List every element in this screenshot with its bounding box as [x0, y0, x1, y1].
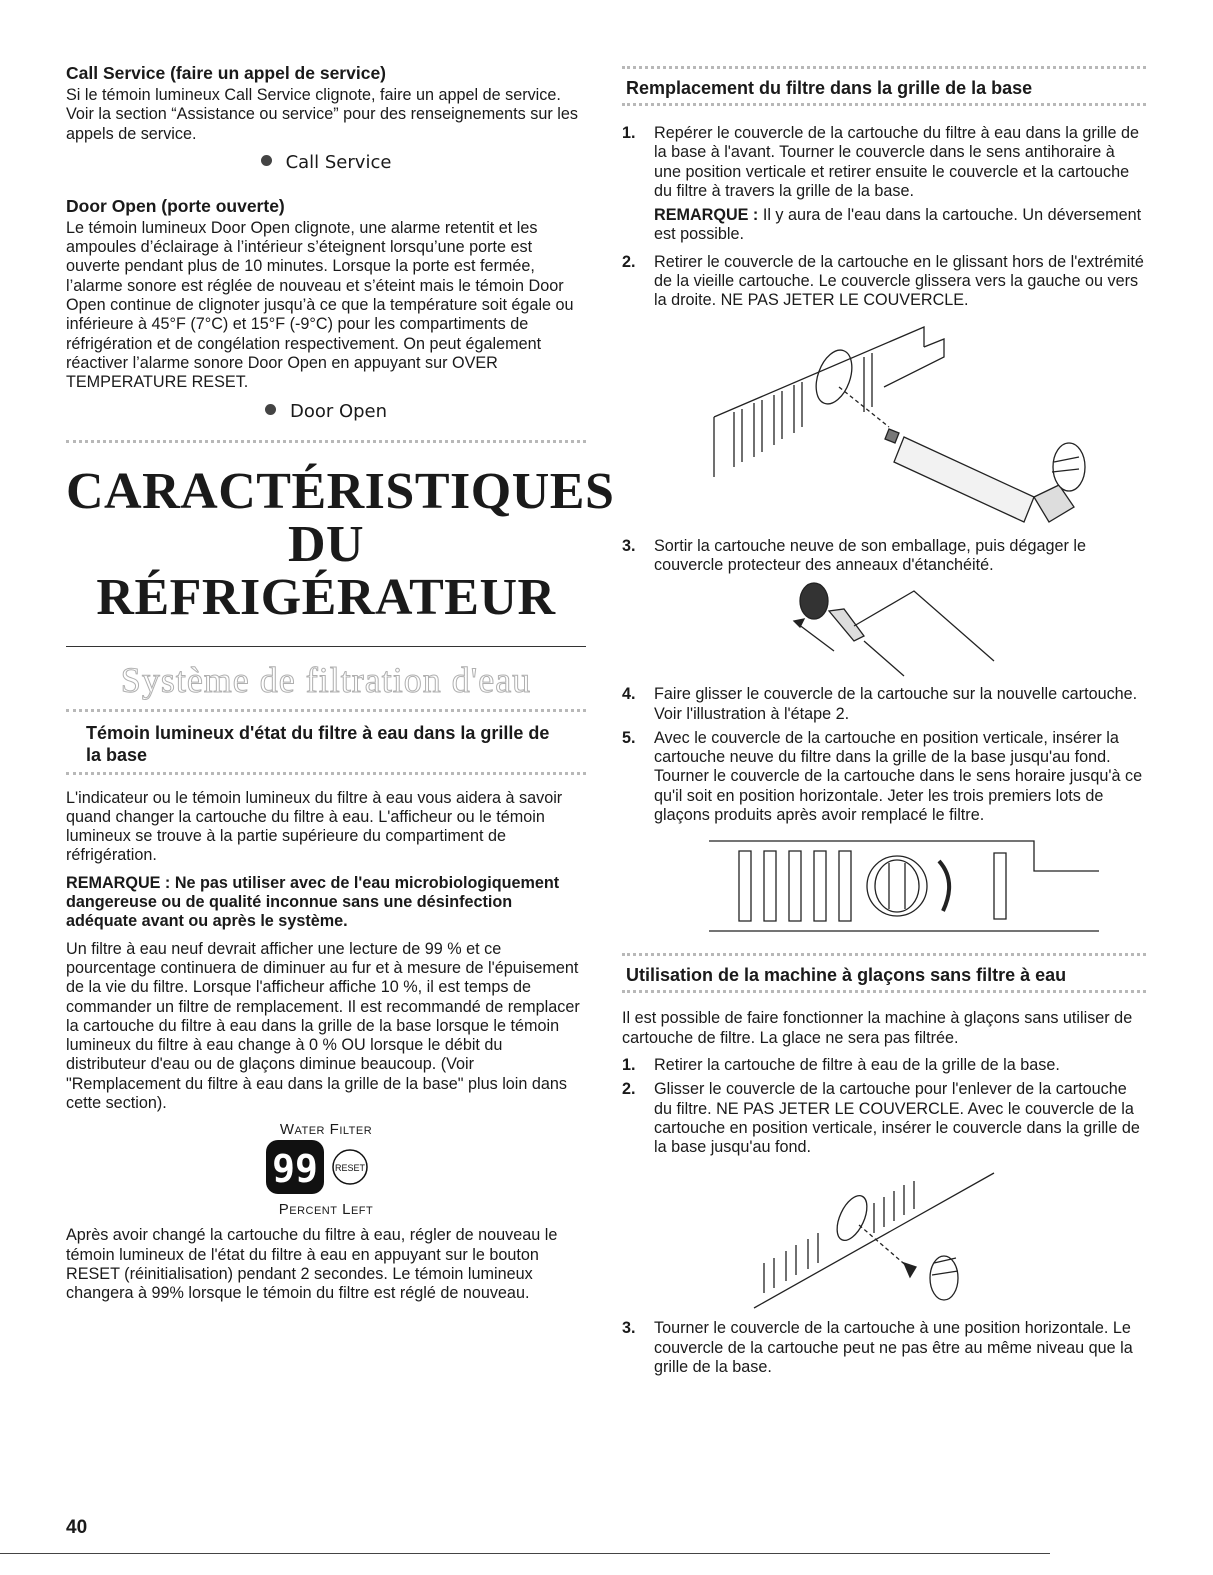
- door-open-indicator: [66, 401, 586, 422]
- display-label-top: Water Filter: [279, 1121, 373, 1139]
- list-item: 3. Sortir la cartouche neuve de son emballage, puis dégager le couvercle protecteur des anneaux d'étanchéité.: [622, 536, 1086, 574]
- status-heading-box: [66, 716, 586, 772]
- replace-note: REMARQUE : Il y aura de l'eau dans la cartouche. Un déversement est possible.: [654, 206, 1142, 244]
- chapter-title: [66, 462, 615, 626]
- divider: [622, 953, 1146, 960]
- chapter-title-line-1: CARACTÉRISTIQUES: [66, 462, 615, 520]
- icemaker-heading: Utilisation de la machine à glaçons sans filtre à eau: [626, 965, 1067, 986]
- divider: [622, 103, 1146, 110]
- door-open-body: Le témoin lumineux Door Open clignote, une alarme retentit et les ampoules d’éclairage à l’intérieur s’éteignent lorsqu’une porte est ouverte pendant plus de 10 minutes. Lorsque la porte est fermée, l’alarme sonore est réglée de nouveau et s’éteint mais le témoin Door Open continue de clignoter jusqu’à ce que la température soit égale ou inférieure à 45°F (7°C) et 15°F (-9°C) pour les compartiments de réfrigération et de congélation respectivement. On peut également réactiver l’alarme sonore Door Open en appuyant sur OVER TEMPERATURE RESET.: [66, 218, 574, 392]
- list-item: 2. Glisser le couvercle de la cartouche pour l'enlever de la cartouche du filtre. NE PAS JETER LE COUVERCLE. Avec le couvercle de la cartouche en position verticale, insérer le couvercle dans la grille de la base jusqu'au fond.: [622, 1080, 1140, 1157]
- footer-rule: [0, 1553, 1050, 1554]
- replace-steps-3: [622, 537, 1146, 576]
- divider: [622, 990, 1146, 997]
- divider: [66, 772, 586, 779]
- display-digits: 99: [272, 1147, 318, 1192]
- list-item: 2. Retirer le couvercle de la cartouche en le glissant hors de l'extrémité de la vieille cartouche. Le couvercle glissera vers la gauche ou vers la droite. NE PAS JETER LE COUVERCLE.: [622, 252, 1144, 310]
- replace-heading: Remplacement du filtre dans la grille de la base: [626, 78, 1033, 98]
- door-open-heading: Door Open (porte ouverte): [66, 195, 285, 216]
- status-paragraph-1: L'indicateur ou le témoin lumineux du filtre à eau vous aidera à savoir quand changer la cartouche du filtre à eau. L'afficheur ou le témoin lumineux se trouve à la partie supérieure du compartiment de réfrigération.: [66, 788, 563, 865]
- filter-display-icon: [246, 1138, 406, 1196]
- divider: [66, 709, 586, 716]
- cartridge-removal-illustration: [674, 317, 1094, 537]
- status-heading: Témoin lumineux d'état du filtre à eau dans la grille de la base: [86, 722, 550, 765]
- page-number: 40: [66, 1517, 88, 1538]
- list-item: 1. Retirer la cartouche de filtre à eau de la grille de la base.: [622, 1055, 1060, 1074]
- divider: [622, 66, 1146, 73]
- cap-insert-illustration: [734, 1163, 1034, 1313]
- replace-steps: [622, 124, 1146, 201]
- icemaker-intro: Il est possible de faire fonctionner la machine à glaçons sans utiliser de cartouche de filtre. La glace ne sera pas filtrée.: [622, 1009, 1133, 1047]
- status-paragraph-3: Après avoir changé la cartouche du filtre à eau, régler de nouveau le témoin lumineux de l'état du filtre à eau en appuyant sur le bouton RESET (réinitialisation) pendant 2 secondes. Le témoin lumineux changera à 99% lorsque le témoin du filtre est réglé de nouveau.: [66, 1226, 558, 1303]
- call-service-heading: Call Service (faire un appel de service): [66, 63, 387, 83]
- list-item: 4. Faire glisser le couvercle de la cartouche sur la nouvelle cartouche. Voir l'illustration à l'étape 2.: [622, 685, 1138, 723]
- list-item: 1. Repérer le couvercle de la cartouche du filtre à eau dans la grille de la base à l'avant. Tourner le couvercle dans le sens antihoraire à une position verticale et retirer ensuite le couvercle et la cartouche du filtre à travers la grille de la base.: [622, 124, 1140, 200]
- right-column: [622, 66, 1146, 1383]
- indicator-light-icon: [261, 155, 272, 166]
- cartridge-installed-illustration: [669, 831, 1099, 943]
- icemaker-heading-box: [622, 960, 1146, 990]
- list-item: 3. Tourner le couvercle de la cartouche à une position horizontale. Le couvercle de la cartouche peut ne pas être au même niveau que la grille de la base.: [622, 1319, 1133, 1377]
- icemaker-steps: [622, 1056, 1146, 1157]
- filter-display-illustration: [66, 1121, 586, 1218]
- call-service-indicator: [66, 152, 586, 173]
- replace-steps-4: [622, 685, 1146, 825]
- call-service-indicator-label: Call Service: [285, 151, 392, 173]
- indicator-light-icon: [265, 404, 276, 415]
- divider: [66, 440, 586, 447]
- chapter-title-line-2: DU RÉFRIGÉRATEUR: [96, 515, 556, 626]
- divider: [66, 646, 586, 647]
- status-warning: REMARQUE : Ne pas utiliser avec de l'eau microbiologiquement dangereuse ou de qualité inconnue sans une désinfection adéquate avant ou après le système.: [66, 873, 560, 931]
- icemaker-steps-2: [622, 1319, 1146, 1377]
- door-open-indicator-label: Door Open: [289, 400, 388, 422]
- replace-steps-2: [622, 253, 1146, 311]
- call-service-body: Si le témoin lumineux Call Service clignote, faire un appel de service. Voir la section “Assistance ou service” pour des renseignements sur les appels de service.: [66, 86, 578, 143]
- list-item: 5. Avec le couvercle de la cartouche en position verticale, insérer la cartouche neuve du filtre dans la grille de la base jusqu'au fond. Tourner le couvercle de la cartouche dans le sens horaire jusqu'à ce qu'il soit en position horizontale. Jeter les trois premiers lots de glaçons produits après avoir remplacé le filtre.: [622, 728, 1143, 825]
- replace-heading-box: [622, 73, 1146, 103]
- left-column: [66, 62, 615, 1312]
- new-cartridge-illustration: [754, 581, 1014, 681]
- section-title: Système de filtration d'eau: [120, 659, 532, 700]
- display-reset-label: RESET: [334, 1163, 366, 1174]
- status-paragraph-2: Un filtre à eau neuf devrait afficher une lecture de 99 % et ce pourcentage continuera de diminuer au fur et à mesure de l'épuisement de la vie du filtre. Lorsque l'afficheur affiche 10 %, il est temps de commander un filtre de remplacement. Il est recommandé de remplacer la cartouche du filtre à eau dans la grille de la base lorsque le témoin lumineux du filtre à eau change à 0 % OU lorsque le débit du distributeur d'eau ou de glaçons diminue beaucoup. (Voir "Remplacement du filtre à eau dans la grille de la base" plus loin dans cette section).: [66, 939, 580, 1113]
- display-label-bottom: Percent Left: [278, 1201, 374, 1219]
